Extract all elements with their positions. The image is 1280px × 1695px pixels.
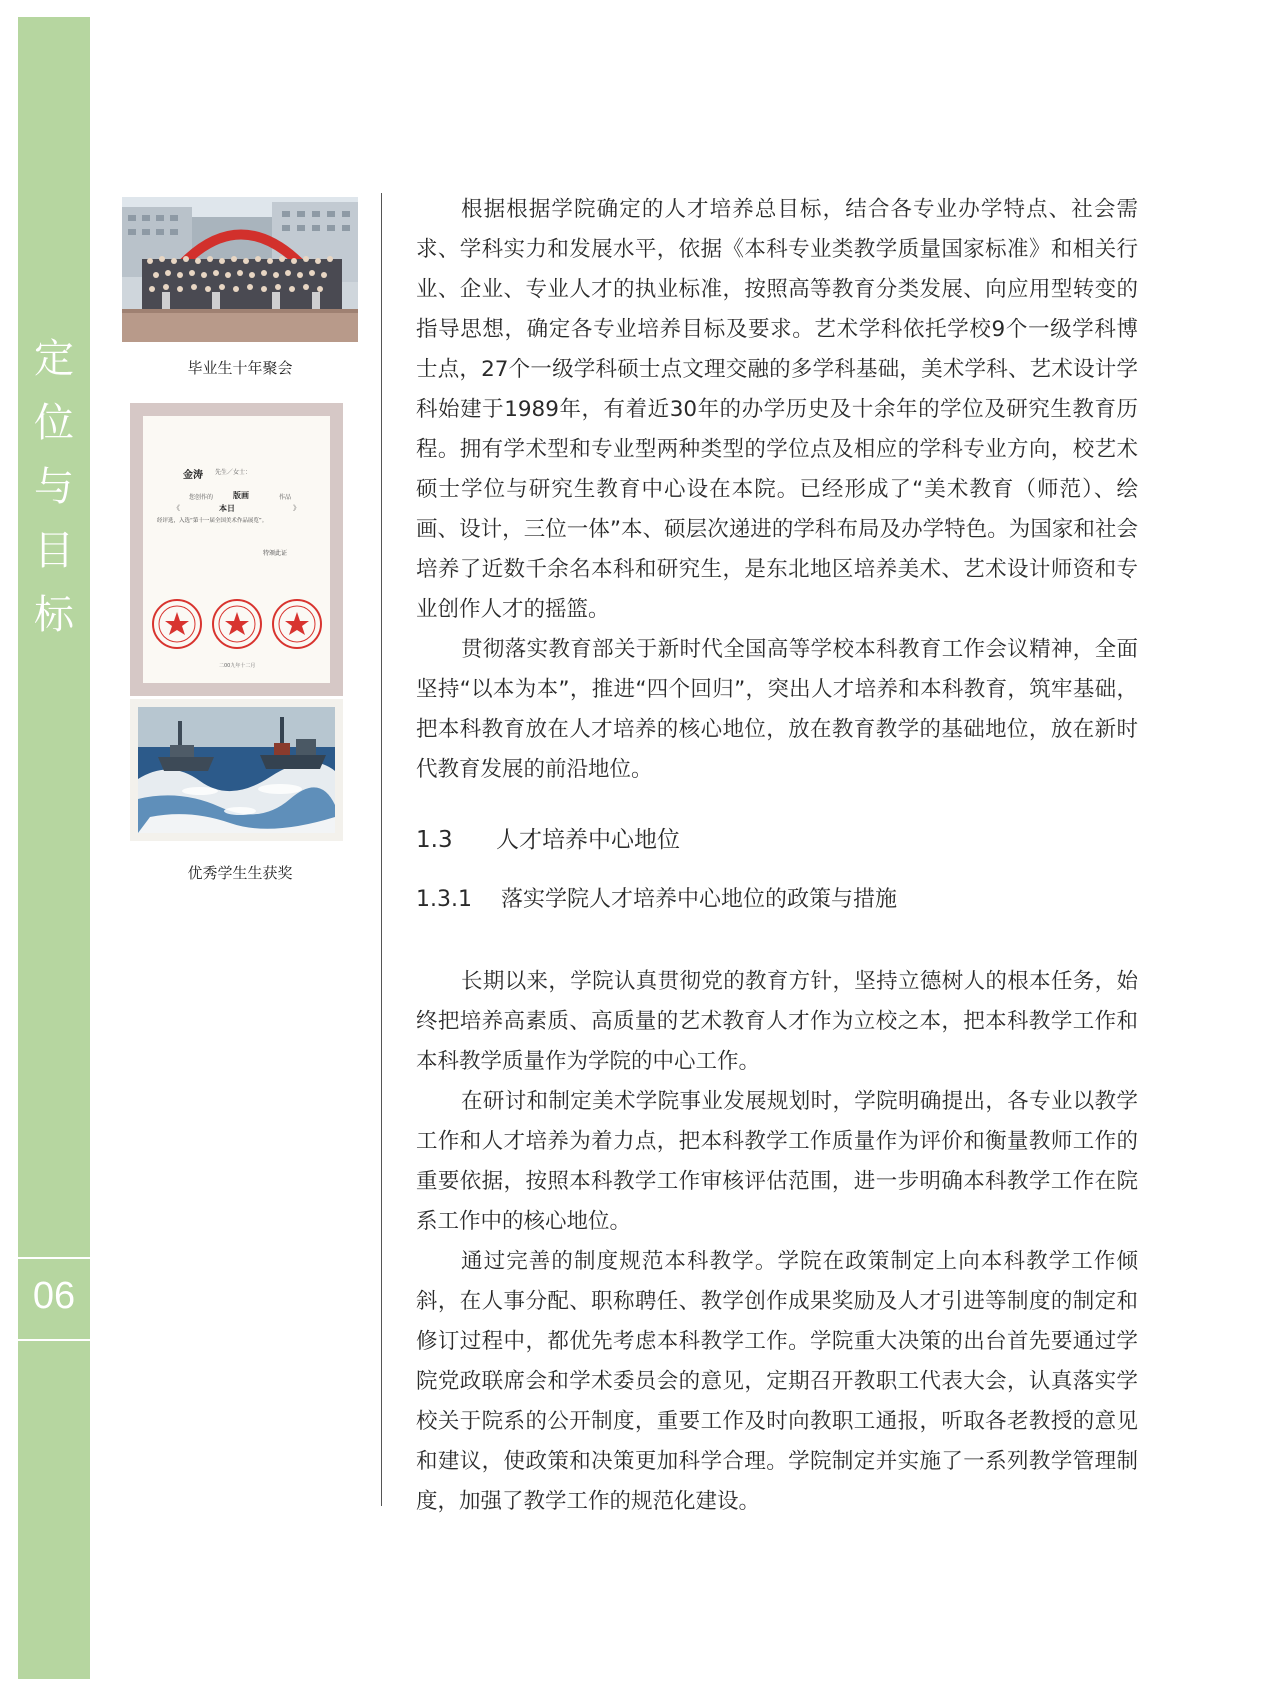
certificate-work-type: 版画 — [233, 490, 249, 500]
chapter-title — [18, 327, 90, 647]
certificate-work-label: 您创作的 — [189, 494, 214, 501]
figure-caption-reunion: 毕业生十年聚会 — [187, 359, 293, 377]
column-divider — [381, 193, 382, 1506]
chapter-title-char: 与 — [34, 464, 74, 510]
section-heading — [416, 820, 1138, 860]
chapter-title-char: 标 — [34, 592, 74, 638]
certificate-closing: 特颁此证 — [263, 550, 288, 557]
award-painting — [130, 699, 343, 841]
certificate-seals — [151, 596, 323, 652]
chapter-title-char: 定 — [34, 336, 74, 382]
subsection-heading — [416, 880, 1138, 920]
paragraph: 在研讨和制定美术学院事业发展规划时，学院明确提出，各专业以教学工作和人才培养为着力点，把本科教学工作质量作为评价和衡量教师工作的重要依据，按照本科教学工作审核评估范围，进一步明确本科教学工作在院系工作中的核心地位。 — [416, 1089, 1138, 1234]
page-number-rule-top — [18, 1257, 90, 1259]
certificate-selected-text: 经评选，入选“第十一届全国美术作品展览”。 — [157, 518, 268, 524]
certificate-bracket-open: 《 — [173, 504, 180, 512]
page-number: 06 — [32, 1275, 76, 1317]
subsection-number: 1.3.1 — [416, 887, 472, 912]
page-number-rule-bottom — [18, 1339, 90, 1341]
sidebar — [18, 17, 90, 1679]
paragraph: 通过完善的制度规范本科教学。学院在政策制定上向本科教学工作倾斜，在人事分配、职称聘任、教学创作成果奖励及人才引进等制度的制定和修订过程中，都优先考虑本科教学工作。学院重大决策的出台首先要通过学院党政联席会和学术委员会的意见，定期召开教职工代表大会，认真落实学校关于院系的公开制度，重要工作及时向教职工通报，听取各老教授的意见和建议，使政策和决策更加科学合理。学院制定并实施了一系列教学管理制度，加强了教学工作的规范化建设。 — [416, 1249, 1138, 1514]
section-title: 人才培养中心地位 — [496, 827, 680, 853]
certificate-paper — [143, 416, 330, 683]
paragraph: 长期以来，学院认真贯彻党的教育方针，坚持立德树人的根本任务，始终把培养高素质、高质量的艺术教育人才作为立校之本，把本科教学工作和本科教学质量作为学院的中心工作。 — [416, 969, 1138, 1074]
subsection-title: 落实学院人才培养中心地位的政策与措施 — [501, 887, 898, 912]
certificate-work-suffix: 作品 — [279, 494, 292, 501]
main-content — [416, 190, 1138, 1522]
group-photo — [122, 197, 358, 342]
section-number: 1.3 — [416, 827, 453, 853]
certificate-work-title: 本日 — [219, 503, 235, 513]
chapter-title-char: 目 — [34, 528, 74, 574]
certificate-salutation: 先生／女士： — [215, 469, 252, 476]
certificate-bracket-close: 》 — [293, 504, 300, 512]
certificate-date: 二00九年十二月 — [219, 663, 256, 669]
award-certificate — [130, 403, 343, 696]
figure-caption-award: 优秀学生生获奖 — [187, 864, 293, 882]
paragraph: 根据根据学院确定的人才培养总目标，结合各专业办学特点、社会需求、学科实力和发展水平，依据《本科专业类教学质量国家标准》和相关行业、企业、专业人才的执业标准，按照高等教育分类发展、向应用型转变的指导思想，确定各专业培养目标及要求。艺术学科依托学校9个一级学科博士点，27个一级学科硕士点文理交融的多学科基础，美术学科、艺术设计学科始建于1989年，有着近30年的办学历史及十余年的学位及研究生教育历程。拥有学术型和专业型两种类型的学位点及相应的学科专业方向，校艺术硕士学位与研究生教育中心设在本院。已经形成了“美术教育（师范）、绘画、设计，三位一体”本、硕层次递进的学科布局及办学特色。为国家和社会培养了近数千余名本科和研究生，是东北地区培养美术、艺术设计师资和专业创作人才的摇篮。 — [416, 197, 1138, 622]
certificate-name: 金涛 — [183, 470, 203, 481]
chapter-title-char: 位 — [34, 400, 74, 446]
paragraph: 贯彻落实教育部关于新时代全国高等学校本科教育工作会议精神，全面坚持“以本为本”，推进“四个回归”，突出人才培养和本科教育，筑牢基础，把本科教育放在人才培养的核心地位，放在教育教学的基础地位，放在新时代教育发展的前沿地位。 — [416, 637, 1138, 782]
